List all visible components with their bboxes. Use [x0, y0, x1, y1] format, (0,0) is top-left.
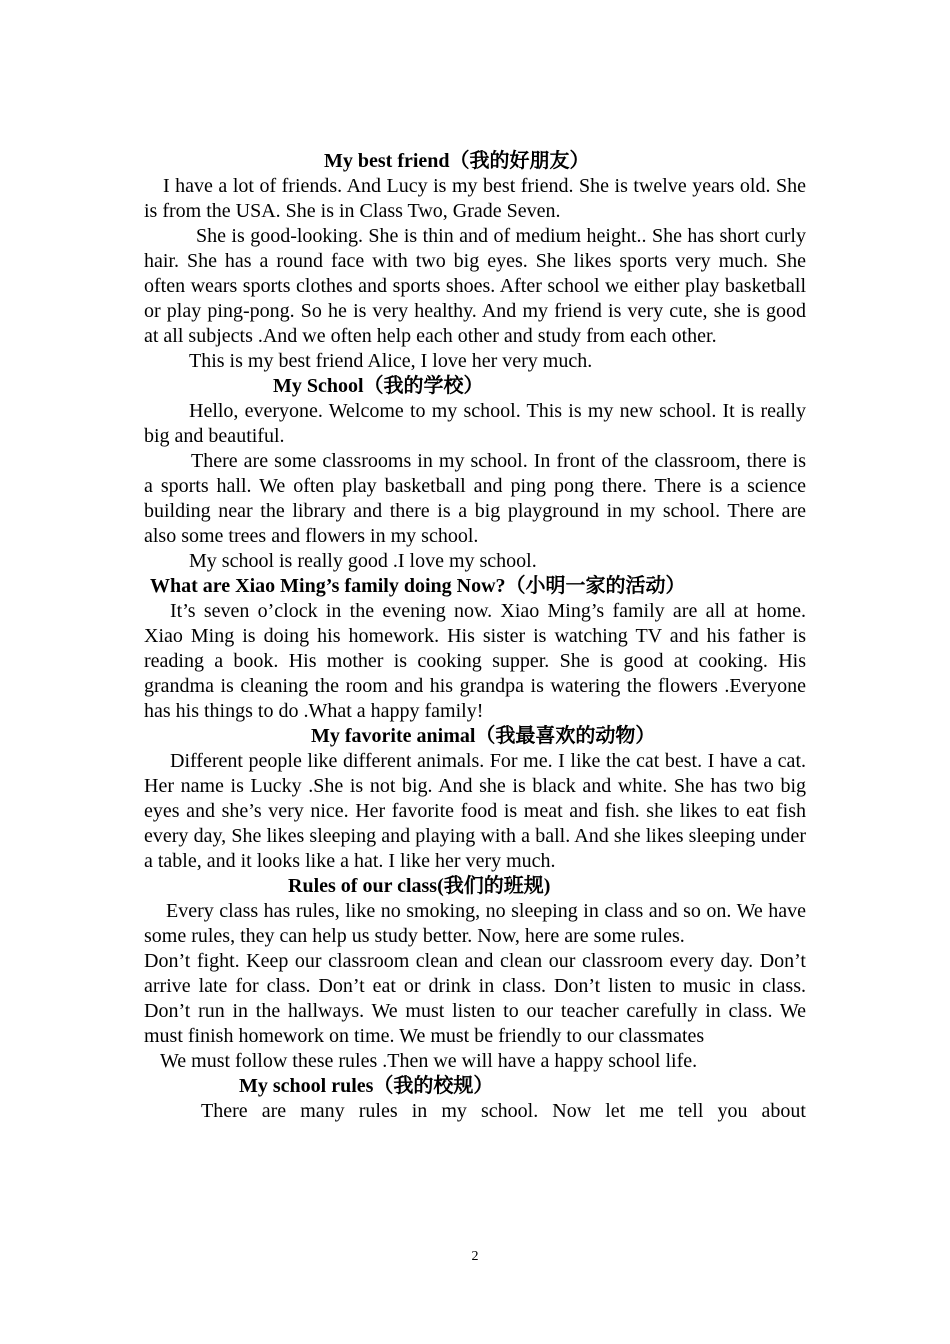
paragraph: Different people like different animals. For me. I like the cat best. I have a cat. Her name is Lucky .She is not big. And she is black and white. She has two big eyes and she’s very nice. Her favorite food is meat and fish. she likes to eat fish every day, She likes sleeping and playing with a ball. And she likes sleeping under a table, and it looks like a hat. I like her very much.	[144, 750, 806, 872]
page-number: 2	[471, 1249, 479, 1264]
paragraph: I have a lot of friends. And Lucy is my best friend. She is twelve years old. She is from the USA. She is in Class Two, Grade Seven.	[144, 175, 806, 222]
section-title-best-friend: My best friend（我的好朋友）	[324, 150, 590, 172]
paragraph: Don’t fight. Keep our classroom clean and clean our classroom every day. Don’t arrive late for class. Don’t eat or drink in class. Don’t listen to music in class. Don’t run in the hallways. We must listen to our teacher carefully in class. We must finish homework on time. We must be friendly to our classmates	[144, 950, 806, 1047]
section-title-favorite-animal: My favorite animal（我最喜欢的动物）	[311, 725, 656, 747]
paragraph: We must follow these rules .Then we will have a happy school life.	[160, 1050, 698, 1072]
paragraph: There are many rules in my school. Now let me tell you about	[201, 1100, 806, 1122]
paragraph: My school is really good .I love my school.	[189, 550, 537, 572]
paragraph: Every class has rules, like no smoking, no sleeping in class and so on. We have some rules, they can help us study better. Now, here are some rules.	[144, 900, 806, 947]
paragraph: There are some classrooms in my school. In front of the classroom, there is a sports hall. We often play basketball and ping pong there. There is a science building near the library and there is a big playground in my school. There are also some trees and flowers in my school.	[144, 450, 806, 547]
section-title-family: What are Xiao Ming’s family doing Now?（小明一家的活动）	[150, 575, 686, 597]
section-title-my-school: My School（我的学校）	[273, 375, 484, 397]
paragraph: This is my best friend Alice, I love her very much.	[189, 350, 593, 372]
section-title-class-rules: Rules of our class(我们的班规)	[288, 875, 551, 897]
paragraph: It’s seven o’clock in the evening now. Xiao Ming’s family are all at home. Xiao Ming is doing his homework. His sister is watching TV and his father is reading a book. His mother is cooking supper. She is good at cooking. His grandma is cleaning the room and his grandpa is watering the flowers .Everyone has his things to do .What a happy family!	[144, 600, 806, 722]
document-page	[144, 149, 806, 1124]
section-title-school-rules: My school rules（我的校规）	[239, 1075, 494, 1097]
paragraph: Hello, everyone. Welcome to my school. This is my new school. It is really big and beautiful.	[144, 400, 806, 447]
paragraph: She is good-looking. She is thin and of medium height.. She has short curly hair. She has a round face with two big eyes. She likes sports very much. She often wears sports clothes and sports shoes. After school we either play basketball or play ping-pong. So he is very healthy. And my friend is very cute, she is good at all subjects .And we often help each other and study from each other.	[144, 225, 806, 347]
